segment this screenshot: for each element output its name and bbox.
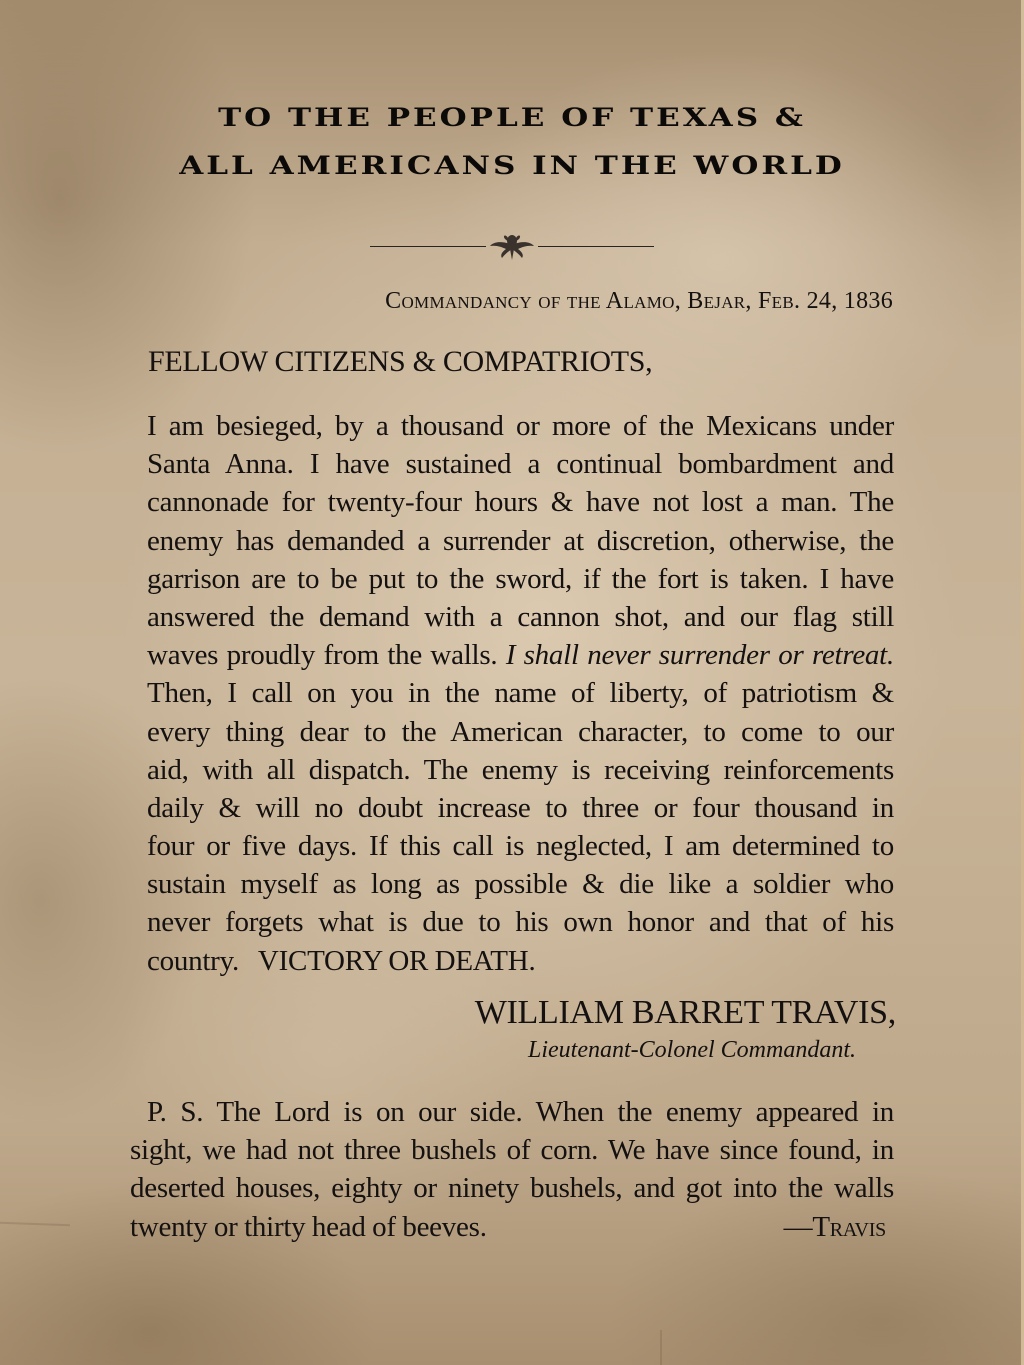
divider-rule-left [370,246,486,247]
body-line: sustain myself as long as possible & die like a soldier who [147,868,894,901]
body-line-with-emphasis [130,636,894,674]
body-line-victory: country. VICTORY OR DEATH. [147,944,536,977]
body-line: never forgets what is due to his own honor and that of his [147,906,894,939]
body-line: aid, with all dispatch. The enemy is receiving reinforcements [147,753,894,786]
signature-rank: Lieutenant-Colonel Commandant. [528,1037,856,1063]
title-line-1: TO THE PEOPLE OF TEXAS & [218,103,806,133]
postscript-line: P. S. The Lord is on our side. When the enemy appeared in [147,1096,894,1128]
signature-name: WILLIAM BARRET TRAVIS, [474,994,896,1031]
body-line: answered the demand with a cannon shot, and our flag still [147,600,894,633]
paper-crease [0,1222,70,1226]
body-line: Then, I call on you in the name of liberty, of patriotism & [147,677,894,710]
dateline: Commandancy of the Alamo, Bejar, Feb. 24, 1836 [385,288,893,314]
postscript [130,1093,894,1246]
fleuron-divider [370,233,654,261]
postscript-signature: —Travis [783,1210,886,1243]
paper-crease [660,1330,662,1365]
body-line: daily & will no doubt increase to three or four thousand in [147,791,894,824]
postscript-last-line [130,1208,894,1246]
postscript-line: twenty or thirty head of beeves. [130,1210,487,1243]
title-line-2: ALL AMERICANS IN THE WORLD [179,151,845,181]
body-line: garrison are to be put to the sword, if the fort is taken. I have [147,562,894,595]
letter-body [130,407,894,980]
body-line: Santa Anna. I have sustained a continual bombardment and [147,448,894,481]
divider-rule-right [538,246,654,247]
body-line: cannonade for twenty-four hours & have not lost a man. The [147,486,894,519]
body-line: every thing dear to the American character, to come to our [147,715,894,748]
body-line: I am besieged, by a thousand or more of the Mexicans under [147,410,894,442]
emphasis-never-surrender: I shall never surrender or retreat. [505,639,894,672]
postscript-line: sight, we had not three bushels of corn. We have since found, in [130,1134,894,1167]
body-line-text: waves proudly from the walls. [147,639,498,672]
body-line: four or five days. If this call is neglected, I am determined to [147,830,894,863]
salutation: FELLOW CITIZENS & COMPATRIOTS, [148,345,653,378]
body-line: enemy has demanded a surrender at discretion, otherwise, the [147,524,894,557]
fleuron-icon [486,233,538,261]
postscript-line: deserted houses, eighty or ninety bushels, and got into the walls [130,1172,894,1205]
